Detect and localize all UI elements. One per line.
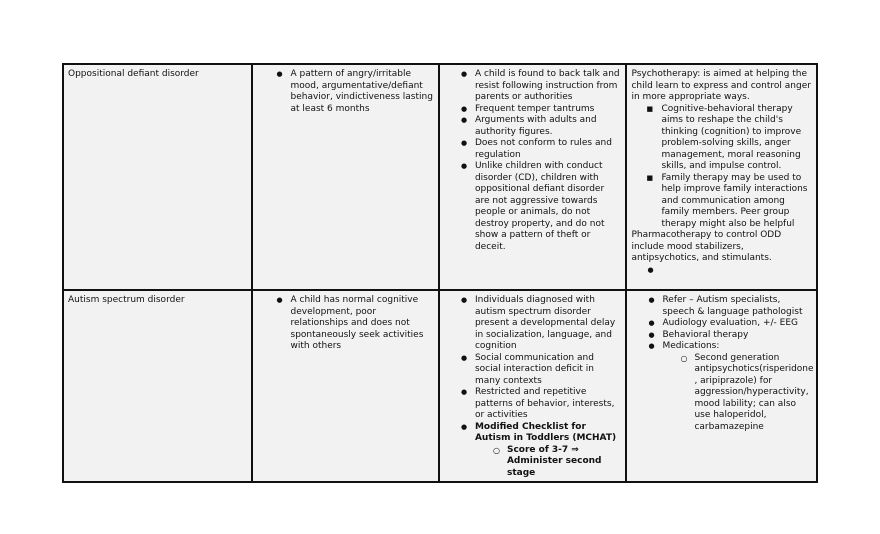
list-item: ● Frequent temper tantrums (444, 104, 621, 116)
description-list (257, 69, 434, 115)
list-item: ● Arguments with adults and authority figures. (444, 115, 621, 138)
list-item (475, 445, 621, 480)
condition-name: Oppositional defiant disorder (68, 69, 199, 79)
list-item: ● Restricted and repetitive patterns of behavior, interests, or activities (444, 387, 621, 422)
medications-label: Medications: (662, 341, 720, 351)
management-cell (626, 290, 817, 482)
mchat-sublist (475, 445, 621, 480)
list-item: ■ Family therapy may be used to help improve family interactions and communication among family members. Peer group therapy might also be helpful (631, 173, 812, 231)
features-cell (439, 290, 626, 482)
list-item: ■ Cognitive-behavioral therapy aims to reshape the child's thinking (cognition) to improve problem-solving skills, anger management, moral reasoning skills, and impulse control. (631, 104, 812, 173)
list-item: ● A child is found to back talk and resist following instruction from parents or authorities (444, 69, 621, 104)
list-item: ● Individuals diagnosed with autism spectrum disorder present a developmental delay in socialization, language, and cognition (444, 295, 621, 353)
management-list (631, 295, 812, 433)
clinical-table (62, 63, 818, 483)
list-item (444, 422, 621, 480)
empty-bullet (631, 265, 812, 276)
table-row (63, 64, 817, 290)
list-item: ● Does not conform to rules and regulation (444, 138, 621, 161)
therapy-list (631, 104, 812, 231)
table-row (63, 290, 817, 482)
condition-cell (63, 290, 252, 482)
list-item: ● Social communication and social interaction deficit in many contexts (444, 353, 621, 388)
description-list (257, 295, 434, 353)
condition-name: Autism spectrum disorder (68, 295, 185, 305)
mchat-score: Score of 3-7 ⇒ Administer second stage (506, 444, 602, 478)
mchat-label: Modified Checklist for Autism in Toddlers (MCHAT) (474, 421, 617, 443)
list-item: ● Audiology evaluation, +/- EEG (631, 318, 812, 330)
list-item: ○ Second generation antipsychotics(risperidone , aripiprazole) for aggression/hyperactivity, mood lability; can also use haloperidol, carbamazepine (662, 353, 812, 434)
list-item (631, 341, 812, 433)
pharmacotherapy-text: Pharmacotherapy to control ODD include mood stabilizers, antipsychotics, and stimulants. (631, 230, 782, 263)
list-item: ● Refer – Autism specialists, speech & language pathologist (631, 295, 812, 318)
list-item: ● Unlike children with conduct disorder (CD), children with oppositional defiant disorder are not aggressive towards people or animals, do not destroy property, and do not show a pattern of theft or deceit. (444, 161, 621, 253)
features-list (444, 69, 621, 253)
list-item: ● A pattern of angry/irritable mood, argumentative/defiant behavior, vindictiveness lasting at least 6 months (257, 69, 434, 115)
description-cell (252, 64, 439, 290)
features-list (444, 295, 621, 479)
features-cell (439, 64, 626, 290)
management-cell (626, 64, 817, 290)
description-cell (252, 290, 439, 482)
condition-cell (63, 64, 252, 290)
psychotherapy-intro: Psychotherapy: is aimed at helping the child learn to express and control anger in more appropriate ways. (631, 69, 811, 102)
list-item: ● Behavioral therapy (631, 330, 812, 342)
medications-sublist (662, 353, 812, 434)
list-item: ● A child has normal cognitive development, poor relationships and does not spontaneously seek activities with others (257, 295, 434, 353)
